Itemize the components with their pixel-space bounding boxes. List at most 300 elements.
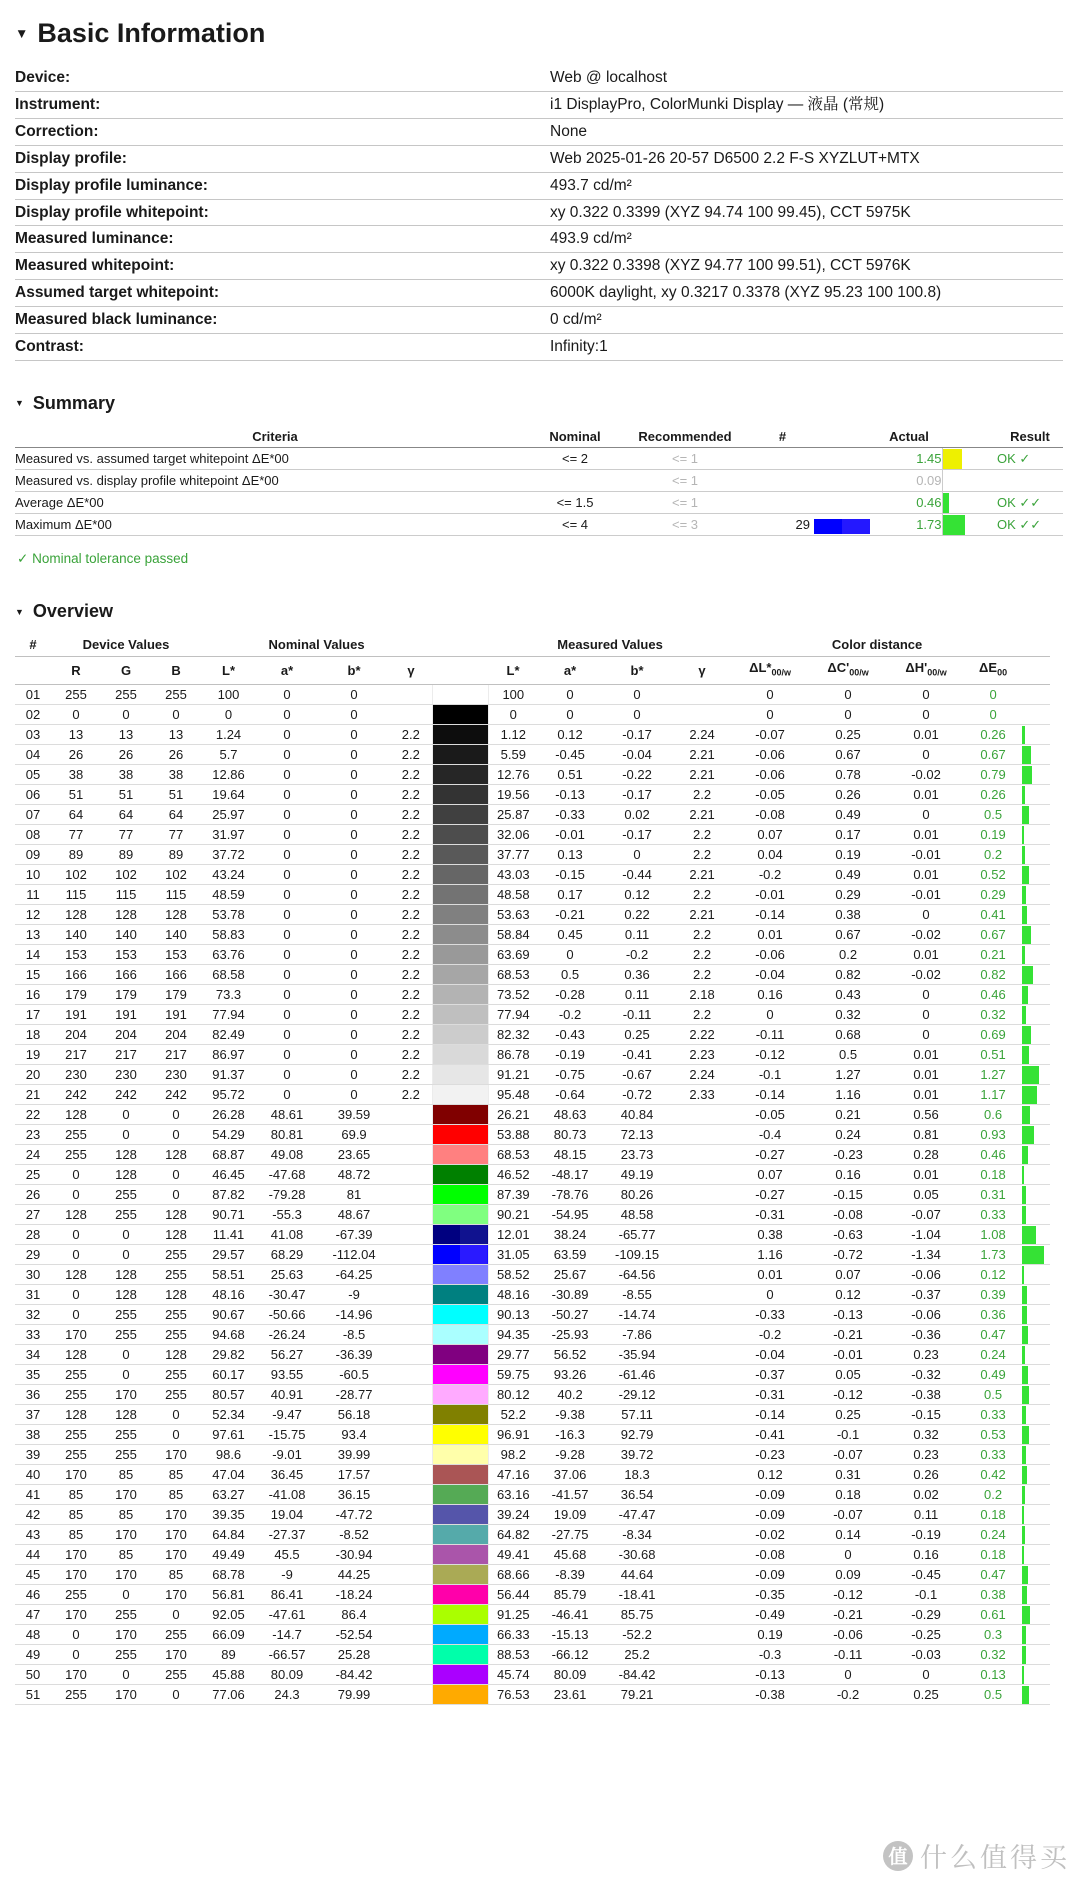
cell-nominal-astar: -41.08: [256, 1485, 318, 1505]
cell-delta-e: 0.26: [964, 725, 1022, 745]
overview-group-header: [1022, 634, 1050, 657]
cell-nominal-lstar: 90.67: [201, 1305, 256, 1325]
delta-e-bar-cell: [1022, 1405, 1050, 1425]
cell-delta-l: -0.35: [732, 1585, 808, 1605]
cell-delta-l: 0: [732, 1005, 808, 1025]
cell-nominal-astar: -79.28: [256, 1185, 318, 1205]
cell-nominal-gamma: [390, 1225, 432, 1245]
delta-e-bar: [1022, 1386, 1029, 1404]
summary-column-header: Nominal: [535, 426, 615, 448]
cell-delta-l: -0.3: [732, 1645, 808, 1665]
cell-nominal-gamma: [390, 1285, 432, 1305]
collapse-triangle-icon: ▼: [15, 398, 24, 409]
cell-delta-c: 0.19: [808, 845, 888, 865]
delta-e-bar: [1022, 1186, 1026, 1204]
info-value: Web @ localhost: [550, 65, 1063, 91]
overview-column-header: a*: [538, 657, 602, 685]
overview-column-header: L*: [488, 657, 538, 685]
cell-nominal-astar: 0: [256, 885, 318, 905]
delta-e-bar: [1022, 1026, 1031, 1044]
cell-delta-l: -0.27: [732, 1145, 808, 1165]
cell-nominal-lstar: 63.27: [201, 1485, 256, 1505]
cell-nominal-lstar: 47.04: [201, 1465, 256, 1485]
cell-device-g: 0: [101, 1585, 151, 1605]
delta-e-bar-cell: [1022, 1285, 1050, 1305]
cell-nominal-astar: 19.04: [256, 1505, 318, 1525]
cell-nominal-lstar: 64.84: [201, 1525, 256, 1545]
cell-delta-h: 0.01: [888, 785, 964, 805]
cell-device-g: 170: [101, 1485, 151, 1505]
info-row: [15, 280, 1063, 307]
delta-e-bar: [943, 515, 965, 535]
delta-e-bar: [1022, 766, 1032, 784]
cell-device-r: 89: [51, 845, 101, 865]
cell-nominal-astar: 0: [256, 805, 318, 825]
cell-nominal-gamma: 2.2: [390, 885, 432, 905]
cell-delta-l: -0.11: [732, 1025, 808, 1045]
table-row: [15, 765, 1050, 785]
cell-delta-c: 0.17: [808, 825, 888, 845]
cell-nominal-astar: 24.3: [256, 1685, 318, 1705]
color-swatch-cell: [432, 1105, 488, 1125]
cell-measured-astar: 48.63: [538, 1105, 602, 1125]
cell-measured-astar: -0.33: [538, 805, 602, 825]
cell-nominal-bstar: 48.72: [318, 1165, 390, 1185]
cell-nominal-bstar: -30.94: [318, 1545, 390, 1565]
overview-group-header: Measured Values: [488, 634, 732, 657]
table-row: [15, 1325, 1050, 1345]
delta-e-bar-cell: [1022, 1425, 1050, 1445]
summary-recommended: <= 1: [615, 492, 755, 514]
overview-column-header: γ: [390, 657, 432, 685]
cell-delta-l: 1.16: [732, 1245, 808, 1265]
cell-nominal-lstar: 92.05: [201, 1605, 256, 1625]
table-row: [15, 1245, 1050, 1265]
cell-measured-bstar: -30.68: [602, 1545, 672, 1565]
cell-nominal-gamma: 2.2: [390, 825, 432, 845]
cell-device-b: 51: [151, 785, 201, 805]
cell-delta-l: -0.01: [732, 885, 808, 905]
cell-device-g: 38: [101, 765, 151, 785]
cell-measured-gamma: [672, 1185, 732, 1205]
cell-measured-bstar: -47.47: [602, 1505, 672, 1525]
color-swatch-cell: [432, 1125, 488, 1145]
delta-e-bar-cell: [1022, 1325, 1050, 1345]
cell-nominal-lstar: 95.72: [201, 1085, 256, 1105]
cell-measured-bstar: 72.13: [602, 1125, 672, 1145]
cell-device-g: 0: [101, 1665, 151, 1685]
cell-measured-bstar: 57.11: [602, 1405, 672, 1425]
cell-measured-astar: 40.2: [538, 1385, 602, 1405]
cell-nominal-bstar: 0: [318, 985, 390, 1005]
cell-measured-lstar: 64.82: [488, 1525, 538, 1545]
cell-index: 51: [15, 1685, 51, 1705]
cell-measured-bstar: 0.11: [602, 925, 672, 945]
section-header-basic-information[interactable]: [15, 18, 1064, 49]
cell-nominal-lstar: 56.81: [201, 1585, 256, 1605]
cell-delta-e: 0.47: [964, 1325, 1022, 1345]
cell-index: 01: [15, 685, 51, 705]
cell-nominal-astar: 0: [256, 825, 318, 845]
cell-index: 42: [15, 1505, 51, 1525]
cell-measured-bstar: -0.2: [602, 945, 672, 965]
cell-nominal-gamma: 2.2: [390, 965, 432, 985]
cell-device-g: 0: [101, 705, 151, 725]
cell-measured-bstar: 0: [602, 685, 672, 705]
cell-delta-e: 0.32: [964, 1645, 1022, 1665]
cell-device-g: 13: [101, 725, 151, 745]
summary-count: [755, 470, 810, 492]
info-row: [15, 118, 1063, 145]
cell-device-r: 0: [51, 1645, 101, 1665]
cell-delta-e: 0.69: [964, 1025, 1022, 1045]
cell-delta-c: 0.49: [808, 865, 888, 885]
table-row: [15, 1125, 1050, 1145]
cell-delta-e: 0.46: [964, 1145, 1022, 1165]
cell-nominal-gamma: 2.2: [390, 745, 432, 765]
cell-delta-c: 0.25: [808, 725, 888, 745]
cell-nominal-gamma: 2.2: [390, 785, 432, 805]
cell-device-r: 0: [51, 1245, 101, 1265]
cell-device-b: 255: [151, 1665, 201, 1685]
cell-nominal-astar: -9: [256, 1565, 318, 1585]
cell-index: 37: [15, 1405, 51, 1425]
cell-measured-lstar: 32.06: [488, 825, 538, 845]
cell-device-b: 128: [151, 1145, 201, 1165]
table-row: [15, 1505, 1050, 1525]
cell-nominal-gamma: [390, 1245, 432, 1265]
cell-measured-gamma: [672, 1285, 732, 1305]
cell-index: 15: [15, 965, 51, 985]
overview-column-header: L*: [201, 657, 256, 685]
cell-nominal-astar: 45.5: [256, 1545, 318, 1565]
cell-delta-c: -0.01: [808, 1345, 888, 1365]
cell-device-g: 140: [101, 925, 151, 945]
table-row: [15, 885, 1050, 905]
summary-row: [15, 492, 1063, 514]
cell-delta-l: -0.09: [732, 1505, 808, 1525]
cell-device-g: 255: [101, 1645, 151, 1665]
section-header-summary[interactable]: [15, 393, 1064, 414]
cell-measured-astar: -0.28: [538, 985, 602, 1005]
cell-device-r: 255: [51, 685, 101, 705]
summary-column-header: Recommended: [615, 426, 755, 448]
cell-measured-lstar: 68.53: [488, 965, 538, 985]
color-swatch-cell: [432, 1205, 488, 1225]
cell-nominal-bstar: -8.52: [318, 1525, 390, 1545]
cell-measured-astar: 0: [538, 685, 602, 705]
cell-delta-e: 0.13: [964, 1665, 1022, 1685]
cell-nominal-bstar: -36.39: [318, 1345, 390, 1365]
info-row: [15, 253, 1063, 280]
cell-delta-h: -0.37: [888, 1285, 964, 1305]
cell-device-b: 0: [151, 1685, 201, 1705]
info-row: [15, 199, 1063, 226]
cell-delta-e: 0.2: [964, 1485, 1022, 1505]
table-row: [15, 1405, 1050, 1425]
table-row: [15, 785, 1050, 805]
cell-nominal-lstar: 87.82: [201, 1185, 256, 1205]
cell-device-g: 255: [101, 685, 151, 705]
cell-device-r: 0: [51, 1185, 101, 1205]
cell-index: 26: [15, 1185, 51, 1205]
cell-measured-astar: -0.2: [538, 1005, 602, 1025]
cell-delta-c: 0.38: [808, 905, 888, 925]
cell-measured-lstar: 98.2: [488, 1445, 538, 1465]
cell-measured-gamma: [672, 1665, 732, 1685]
table-row: [15, 1625, 1050, 1645]
table-row: [15, 1205, 1050, 1225]
cell-delta-h: 0.56: [888, 1105, 964, 1125]
delta-e-bar-cell: [1022, 845, 1050, 865]
table-row: [15, 1065, 1050, 1085]
cell-device-b: 0: [151, 705, 201, 725]
cell-delta-h: 0.01: [888, 1045, 964, 1065]
summary-count: 29: [755, 514, 810, 536]
cell-delta-h: 0: [888, 905, 964, 925]
delta-e-bar: [1022, 1606, 1030, 1624]
cell-delta-c: -0.63: [808, 1225, 888, 1245]
info-value: 0 cd/m²: [550, 307, 1063, 334]
cell-nominal-bstar: 0: [318, 1065, 390, 1085]
cell-index: 13: [15, 925, 51, 945]
cell-measured-bstar: -0.41: [602, 1045, 672, 1065]
delta-e-bar: [1022, 1246, 1044, 1264]
cell-measured-lstar: 0: [488, 705, 538, 725]
cell-index: 07: [15, 805, 51, 825]
cell-nominal-lstar: 39.35: [201, 1505, 256, 1525]
cell-nominal-lstar: 5.7: [201, 745, 256, 765]
color-swatch-cell: [432, 1465, 488, 1485]
cell-nominal-gamma: 2.2: [390, 905, 432, 925]
cell-delta-h: 0.01: [888, 725, 964, 745]
overview-column-header-row: [15, 657, 1050, 685]
cell-device-g: 255: [101, 1305, 151, 1325]
overview-column-header: b*: [602, 657, 672, 685]
cell-delta-e: 0.36: [964, 1305, 1022, 1325]
cell-delta-c: -0.23: [808, 1145, 888, 1165]
cell-device-g: 128: [101, 1145, 151, 1165]
summary-column-header: [942, 426, 997, 448]
summary-actual: 0.46: [876, 492, 942, 514]
cell-delta-h: 0.26: [888, 1465, 964, 1485]
cell-delta-l: -0.2: [732, 865, 808, 885]
summary-title: Summary: [32, 392, 115, 413]
cell-measured-gamma: [672, 1505, 732, 1525]
cell-nominal-lstar: 49.49: [201, 1545, 256, 1565]
cell-nominal-astar: 68.29: [256, 1245, 318, 1265]
color-swatch-cell: [432, 1145, 488, 1165]
cell-device-r: 115: [51, 885, 101, 905]
cell-device-g: 77: [101, 825, 151, 845]
table-row: [15, 1385, 1050, 1405]
cell-measured-bstar: 36.54: [602, 1485, 672, 1505]
cell-nominal-bstar: 56.18: [318, 1405, 390, 1425]
cell-device-b: 170: [151, 1545, 201, 1565]
cell-measured-gamma: [672, 1485, 732, 1505]
table-row: [15, 825, 1050, 845]
cell-nominal-gamma: [390, 685, 432, 705]
cell-measured-bstar: 49.19: [602, 1165, 672, 1185]
cell-nominal-astar: 0: [256, 1005, 318, 1025]
cell-delta-h: -0.07: [888, 1205, 964, 1225]
cell-delta-c: 0.31: [808, 1465, 888, 1485]
cell-nominal-lstar: 19.64: [201, 785, 256, 805]
delta-e-bar: [1022, 1166, 1024, 1184]
delta-e-bar-cell: [1022, 1685, 1050, 1705]
cell-nominal-bstar: 23.65: [318, 1145, 390, 1165]
cell-device-r: 204: [51, 1025, 101, 1045]
table-row: [15, 1445, 1050, 1465]
cell-delta-h: 0: [888, 685, 964, 705]
cell-device-b: 128: [151, 1225, 201, 1245]
delta-e-bar: [1022, 1066, 1039, 1084]
section-header-overview[interactable]: [15, 601, 1064, 622]
cell-measured-lstar: 45.74: [488, 1665, 538, 1685]
cell-delta-c: -0.21: [808, 1605, 888, 1625]
cell-measured-astar: -0.21: [538, 905, 602, 925]
delta-e-bar-cell: [1022, 865, 1050, 885]
cell-measured-gamma: [672, 1105, 732, 1125]
cell-delta-c: 0: [808, 685, 888, 705]
cell-delta-l: -0.04: [732, 1345, 808, 1365]
summary-bar-cell: [942, 470, 997, 492]
cell-device-r: 0: [51, 1625, 101, 1645]
delta-e-bar: [1022, 866, 1029, 884]
cell-device-g: 0: [101, 1125, 151, 1145]
cell-index: 03: [15, 725, 51, 745]
cell-nominal-gamma: [390, 1625, 432, 1645]
cell-device-b: 140: [151, 925, 201, 945]
cell-delta-e: 0.31: [964, 1185, 1022, 1205]
delta-e-bar-cell: [1022, 1205, 1050, 1225]
cell-nominal-astar: 80.81: [256, 1125, 318, 1145]
cell-measured-gamma: 2.2: [672, 945, 732, 965]
table-row: [15, 865, 1050, 885]
summary-row: [15, 448, 1063, 470]
cell-nominal-lstar: 26.28: [201, 1105, 256, 1125]
delta-e-bar-cell: [1022, 1585, 1050, 1605]
info-label: Measured black luminance:: [15, 307, 550, 334]
delta-e-bar-cell: [1022, 1245, 1050, 1265]
cell-index: 44: [15, 1545, 51, 1565]
overview-column-header: $\Delta H'_{00/w}$: [888, 657, 964, 685]
overview-group-header: Color distance: [732, 634, 1022, 657]
cell-delta-h: 0.01: [888, 1085, 964, 1105]
cell-device-r: 38: [51, 765, 101, 785]
cell-delta-h: 0.01: [888, 825, 964, 845]
cell-measured-gamma: [672, 1385, 732, 1405]
cell-measured-gamma: [672, 1265, 732, 1285]
cell-nominal-lstar: 91.37: [201, 1065, 256, 1085]
cell-nominal-gamma: [390, 1685, 432, 1705]
cell-delta-e: 0.67: [964, 745, 1022, 765]
cell-measured-astar: -16.3: [538, 1425, 602, 1445]
cell-measured-lstar: 77.94: [488, 1005, 538, 1025]
cell-delta-h: 0: [888, 1025, 964, 1045]
cell-delta-e: 0.47: [964, 1565, 1022, 1585]
cell-device-g: 26: [101, 745, 151, 765]
delta-e-bar: [1022, 1646, 1026, 1664]
cell-measured-bstar: -0.11: [602, 1005, 672, 1025]
summary-column-header: [810, 426, 876, 448]
cell-nominal-gamma: [390, 1465, 432, 1485]
cell-delta-e: 0.18: [964, 1165, 1022, 1185]
cell-measured-astar: -54.95: [538, 1205, 602, 1225]
cell-delta-h: 0: [888, 1005, 964, 1025]
table-row: [15, 1605, 1050, 1625]
cell-device-b: 204: [151, 1025, 201, 1045]
cell-measured-astar: 63.59: [538, 1245, 602, 1265]
cell-delta-h: -0.45: [888, 1565, 964, 1585]
cell-delta-e: 0.29: [964, 885, 1022, 905]
info-value: i1 DisplayPro, ColorMunki Display — 液晶 (常规): [550, 91, 1063, 118]
cell-device-r: 166: [51, 965, 101, 985]
cell-device-g: 128: [101, 905, 151, 925]
cell-nominal-lstar: 80.57: [201, 1385, 256, 1405]
cell-delta-h: -0.01: [888, 845, 964, 865]
cell-measured-lstar: 19.56: [488, 785, 538, 805]
cell-measured-gamma: [672, 1145, 732, 1165]
color-swatch-cell: [432, 1685, 488, 1705]
cell-device-g: 204: [101, 1025, 151, 1045]
cell-delta-c: 0.5: [808, 1045, 888, 1065]
cell-measured-gamma: [672, 1425, 732, 1445]
color-swatch-cell: [432, 985, 488, 1005]
color-swatch-cell: [432, 685, 488, 705]
cell-index: 50: [15, 1665, 51, 1685]
cell-measured-gamma: 2.21: [672, 865, 732, 885]
cell-index: 31: [15, 1285, 51, 1305]
cell-device-g: 217: [101, 1045, 151, 1065]
info-label: Display profile whitepoint:: [15, 199, 550, 226]
cell-nominal-gamma: [390, 1145, 432, 1165]
delta-e-bar-cell: [1022, 725, 1050, 745]
cell-measured-lstar: 58.84: [488, 925, 538, 945]
cell-delta-l: -0.37: [732, 1365, 808, 1385]
cell-device-r: 255: [51, 1385, 101, 1405]
delta-e-bar-cell: [1022, 745, 1050, 765]
color-swatch-cell: [432, 1665, 488, 1685]
cell-nominal-astar: -55.3: [256, 1205, 318, 1225]
cell-measured-lstar: 94.35: [488, 1325, 538, 1345]
cell-nominal-bstar: 0: [318, 1085, 390, 1105]
cell-delta-l: -0.02: [732, 1525, 808, 1545]
cell-measured-astar: -46.41: [538, 1605, 602, 1625]
cell-measured-gamma: [672, 1125, 732, 1145]
delta-e-bar-cell: [1022, 705, 1050, 725]
color-swatch-cell: [432, 1485, 488, 1505]
cell-index: 47: [15, 1605, 51, 1625]
delta-e-bar: [943, 449, 962, 469]
cell-nominal-astar: -30.47: [256, 1285, 318, 1305]
color-swatch-cell: [432, 945, 488, 965]
cell-nominal-bstar: 79.99: [318, 1685, 390, 1705]
cell-index: 20: [15, 1065, 51, 1085]
cell-device-g: 128: [101, 1265, 151, 1285]
cell-measured-astar: -9.38: [538, 1405, 602, 1425]
cell-measured-lstar: 88.53: [488, 1645, 538, 1665]
cell-nominal-bstar: 0: [318, 965, 390, 985]
cell-device-g: 255: [101, 1325, 151, 1345]
cell-device-r: 0: [51, 1165, 101, 1185]
cell-measured-astar: -50.27: [538, 1305, 602, 1325]
cell-delta-h: 0.23: [888, 1445, 964, 1465]
cell-nominal-lstar: 89: [201, 1645, 256, 1665]
cell-delta-c: 0.18: [808, 1485, 888, 1505]
summary-recommended: <= 3: [615, 514, 755, 536]
overview-group-header-row: [15, 634, 1050, 657]
